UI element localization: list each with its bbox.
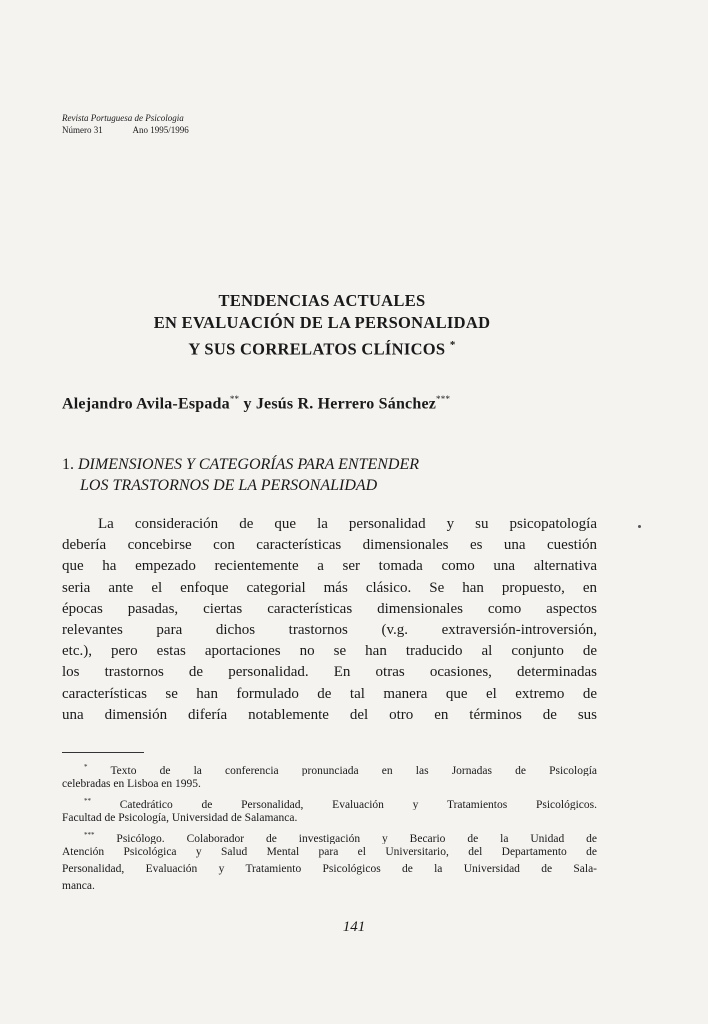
footnote-1-text: Texto de la conferencia pronunciada en las Jornadas de Psicología — [110, 764, 597, 776]
body-paragraph — [62, 514, 597, 726]
body-line: etc.), pero estas aportaciones no se han traducido al conjunto de — [62, 643, 597, 660]
footnote-3-line-3: Personalidad, Evaluación y Tratamiento Psicológicos de la Universidad de Sala- — [62, 863, 597, 875]
footnote-1-line-2: celebradas en Lisboa en 1995. — [62, 778, 201, 790]
footnote-2-text: Catedrático de Personalidad, Evaluación y Tratamientos Psicológicos. — [119, 798, 597, 810]
footnote-3-line-1 — [62, 827, 597, 844]
issue-year: Ano 1995/1996 — [132, 125, 189, 135]
issue-number: Número 31 — [62, 125, 103, 135]
footnote-1-line-1 — [62, 759, 597, 776]
section-heading-line-2: LOS TRASTORNOS DE LA PERSONALIDAD — [80, 477, 378, 494]
footnote-2-line-1 — [62, 793, 597, 810]
body-line: épocas pasadas, ciertas características dimensionales como aspectos — [62, 600, 597, 617]
title-line-1: TENDENCIAS ACTUALES — [218, 291, 426, 310]
body-line: relevantes para dichos trastornos (v.g. extraversión-introversión, — [62, 621, 597, 638]
title-line-3-wrap — [62, 334, 582, 361]
footnote-3-text: Psicólogo. Colaborador de investigación y Becario de la Unidad de — [116, 832, 597, 844]
title-line-2: EN EVALUACIÓN DE LA PERSONALIDAD — [153, 313, 491, 332]
footnote-2-line-2: Facultad de Psicología, Universidad de Salamanca. — [62, 812, 298, 824]
journal-header — [62, 112, 217, 136]
body-line: seria ante el enfoque categorial más clásico. Se han propuesto, en — [62, 579, 597, 596]
section-heading — [62, 454, 602, 496]
body-line: características se han formulado de tal manera que el extremo de — [62, 685, 597, 702]
body-line: una dimensión difería notablemente del otro en términos de sus — [62, 706, 597, 723]
footnote-2-mark: ** — [84, 797, 91, 805]
article-title — [62, 290, 582, 361]
section-number: 1. — [62, 456, 74, 473]
section-heading-line-1: DIMENSIONES Y CATEGORÍAS PARA ENTENDER — [78, 456, 420, 473]
body-line: La consideración de que la personalidad y su psicopatología — [98, 516, 597, 532]
journal-issue — [62, 124, 217, 136]
scan-speck — [638, 525, 641, 528]
title-footnote-mark: * — [449, 339, 456, 351]
author-2-mark: *** — [436, 394, 451, 404]
author-line — [62, 394, 602, 413]
body-line: que ha empezado recientemente a ser tomada como una alternativa — [62, 558, 597, 575]
author-1: Alejandro Avila-Espada — [62, 395, 230, 413]
footnotes — [62, 759, 597, 895]
title-line-3: Y SUS CORRELATOS CLÍNICOS — [188, 339, 446, 359]
body-line: los trastornos de personalidad. En otras ocasiones, determinadas — [62, 664, 597, 681]
author-2: Jesús R. Herrero Sánchez — [255, 395, 437, 413]
author-1-mark: ** — [229, 394, 240, 404]
journal-name: Revista Portuguesa de Psicologia — [62, 113, 184, 123]
footnote-3-line-4: manca. — [62, 880, 95, 892]
footnote-1-mark: * — [84, 763, 88, 771]
author-connector: y — [243, 395, 252, 413]
footnote-divider — [62, 752, 144, 753]
page-number: 141 — [342, 919, 366, 935]
footnote-3-line-2: Atención Psicológica y Salud Mental para el Universitario, del Departamento de — [62, 846, 597, 858]
body-line: debería concebirse con características dimensionales es una cuestión — [62, 537, 597, 554]
footnote-3-mark: *** — [84, 831, 95, 839]
